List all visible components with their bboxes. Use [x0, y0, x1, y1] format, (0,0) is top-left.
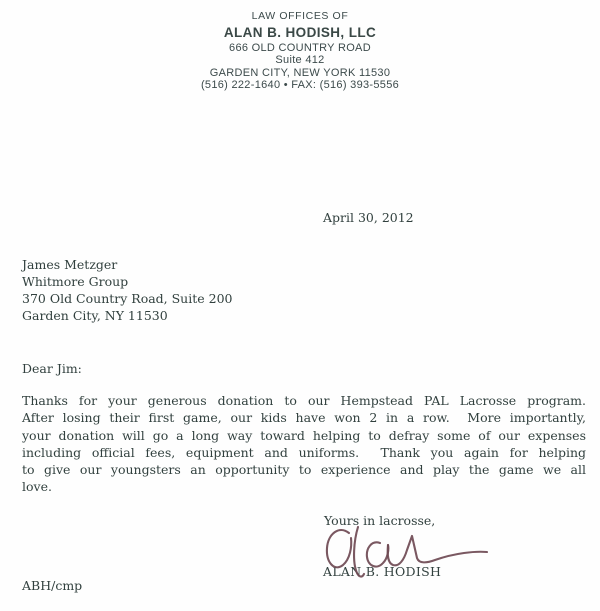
valediction: Yours in lacrosse, — [324, 513, 436, 528]
letter-body — [22, 392, 586, 496]
body-line: including official fees, equipment and uniforms. Thank you again for helping — [22, 444, 586, 460]
letterhead — [0, 9, 600, 91]
recipient-company: Whitmore Group — [22, 273, 129, 289]
letter-date: April 30, 2012 — [323, 210, 414, 225]
salutation: Dear Jim: — [22, 361, 82, 376]
letterhead-office-line: LAW OFFICES OF — [251, 10, 349, 22]
letterhead-firm-name: ALAN B. HODISH, LLC — [223, 25, 377, 40]
recipient-address-block — [22, 257, 232, 325]
reference-initials: ABH/cmp — [22, 578, 83, 593]
recipient-name: James Metzger — [22, 257, 118, 272]
body-line: to give our youngsters an opportunity to experience and play the game we all — [22, 462, 586, 478]
body-line: Thanks for your generous donation to our Hempstead PAL Lacrosse program. — [22, 393, 586, 408]
letterhead-street: 666 OLD COUNTRY ROAD — [229, 42, 371, 54]
letterhead-city-line: GARDEN CITY, NEW YORK 11530 — [209, 66, 391, 79]
signature-stroke-oval — [327, 530, 351, 567]
recipient-city: Garden City, NY 11530 — [22, 307, 168, 323]
body-line: After losing their first game, our kids have won 2 in a row. More importantly, — [22, 410, 586, 426]
handwritten-signature — [315, 518, 500, 580]
body-line: your donation will go a long way toward helping to defray some of our expenses — [22, 427, 586, 443]
letterhead-phone-fax: (516) 222-1640 • FAX: (516) 393-5556 — [200, 78, 400, 91]
body-line: love. — [22, 479, 52, 495]
signature-stroke-descender — [354, 527, 364, 577]
recipient-street: 370 Old Country Road, Suite 200 — [22, 290, 233, 306]
signer-name: ALAN B. HODISH — [323, 564, 442, 579]
signature-stroke-tail — [388, 536, 487, 565]
letterhead-suite: Suite 412 — [275, 54, 325, 67]
signature-stroke-a-bowl — [367, 542, 388, 566]
